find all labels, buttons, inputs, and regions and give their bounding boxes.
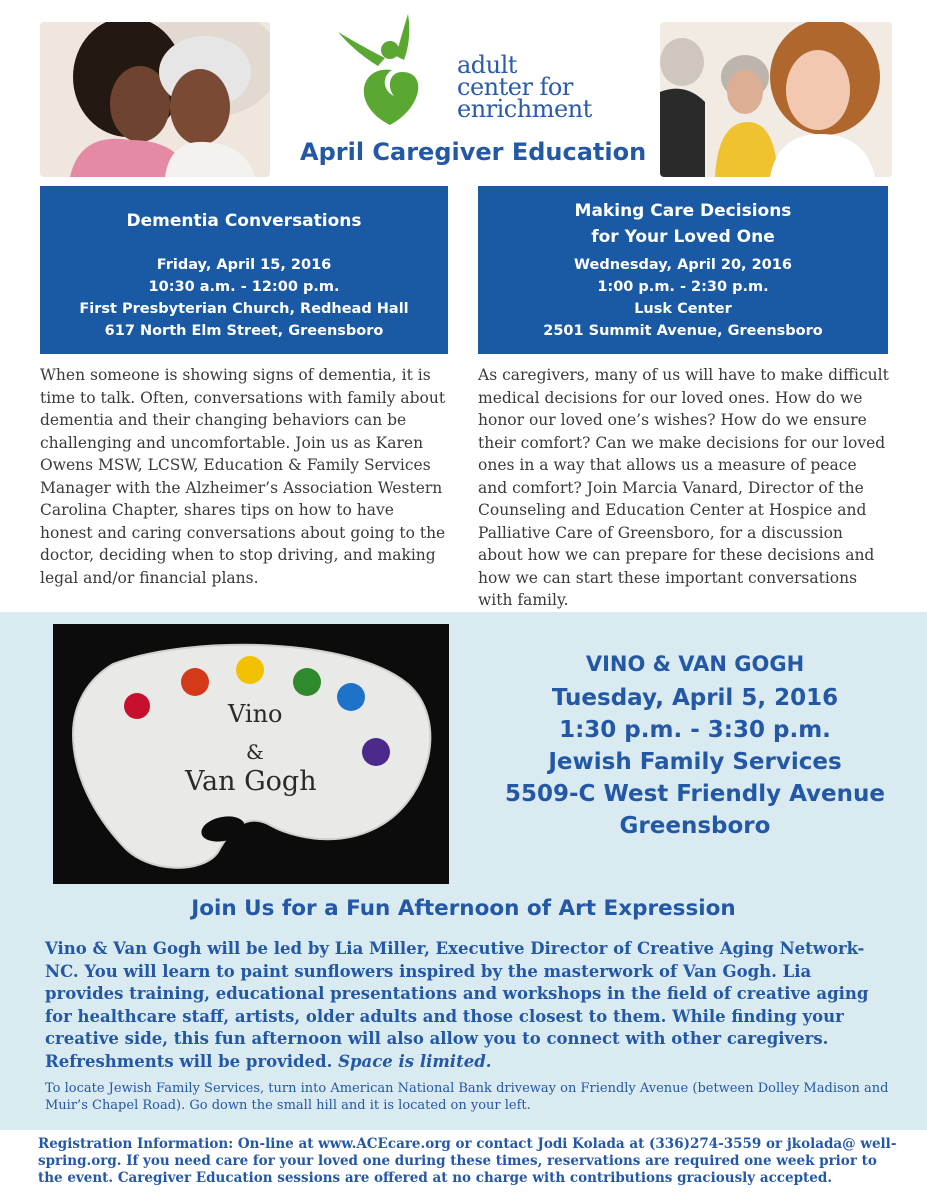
care-decisions-description: As caregivers, many of us will have to make difficult medical decisions for our loved ones. How do we honor our loved one’s wishes? How do we ensure their comfort? Can we make decisions for our loved ones in a way that allows us a measure of peace and comfort? Join Marcia Vanard, Director of the Counseling and Education Center at Hospice and Palliative Care of Greensboro, for a discussion about how we can prepare for these decisions and how we can start these important conversations with family. [478, 366, 889, 609]
space-limited-note: Space is limited. [338, 1051, 492, 1071]
vino-event-date: Tuesday, April 5, 2016 [551, 685, 839, 711]
art-line-vino: Vino [228, 700, 283, 728]
registration-info: Registration Information: On-line at www.ACEcare.org or contact Jodi Kolada at (336)274-3559 or jkolada@ well-spring.org. If you need care for your loved one during these times, reservations are required one week prior to the event. Caregiver Education sessions are offered at no charge with contributions graciously accepted. [38, 1136, 897, 1186]
event-right-time: 1:00 p.m. - 2:30 p.m. [597, 279, 769, 295]
logo-line-1: adult [457, 51, 517, 79]
join-us-heading: Join Us for a Fun Afternoon of Art Expression [191, 896, 736, 921]
red-paint-dot [124, 693, 150, 719]
caregivers-photo-right [660, 22, 892, 177]
vino-event-time: 1:30 p.m. - 3:30 p.m. [559, 717, 831, 743]
care-decisions-box [478, 186, 888, 354]
logo-wordmark [457, 51, 617, 123]
purple-paint-dot [362, 738, 390, 766]
vino-event-place: Jewish Family Services [548, 749, 842, 775]
vino-event-city: Greensboro [619, 813, 771, 839]
vino-description-text: Vino & Van Gogh will be led by Lia Miller, Executive Director of Creative Aging Network-NC. You will learn to paint sunflowers inspired by the masterwork of Van Gogh. Lia provides training, educational presentations and workshops in the field of creative aging for healthcare staff, artists, older adults and those closest to them. While finding your creative side, this fun afternoon will also allow you to connect with other caregivers. Refreshments will be provided. [45, 939, 869, 1071]
two-women-photo-illustration [40, 22, 270, 177]
event-left-title: Dementia Conversations [126, 211, 362, 231]
dementia-description: When someone is showing signs of dementia, it is time to talk. Often, conversations with family about dementia and their changing behaviors can be challenging and uncomfortable. Join us as Karen Owens MSW, LCSW, Education & Family Services Manager with the Alzheimer’s Association Western Carolina Chapter, shares tips on how to have honest and caring conversations about going to the doctor, deciding when to stop driving, and making legal and/or financial plans. [40, 366, 446, 587]
event-right-title-line2: for Your Loved One [591, 227, 775, 247]
vino-event-address: 5509-C West Friendly Avenue [505, 781, 885, 807]
event-left-address: 617 North Elm Street, Greensboro [104, 323, 384, 339]
three-women-photo-illustration [660, 22, 892, 177]
green-paint-dot [293, 668, 321, 696]
event-right-date: Wednesday, April 20, 2016 [574, 257, 792, 273]
orange-red-paint-dot [181, 668, 209, 696]
yellow-paint-dot [236, 656, 264, 684]
directions-note: To locate Jewish Family Services, turn into American National Bank driveway on Friendly Avenue (between Dolley Madison and Muir’s Chapel Road). Go down the small hill and it is located on your left. [45, 1081, 889, 1113]
dementia-conversations-box [40, 186, 448, 354]
palette-artwork [53, 624, 449, 884]
heart-figure-logo-icon [330, 10, 460, 140]
event-right-title-line1: Making Care Decisions [574, 201, 792, 221]
event-left-place: First Presbyterian Church, Redhead Hall [79, 301, 409, 317]
vino-description [45, 938, 895, 1073]
ace-logo [330, 10, 610, 140]
vino-event-title: VINO & VAN GOGH [585, 652, 805, 676]
art-line-ampersand: & [246, 740, 264, 764]
event-right-address: 2501 Summit Avenue, Greensboro [543, 323, 823, 339]
event-left-date: Friday, April 15, 2016 [156, 257, 332, 273]
caregivers-photo-left [40, 22, 270, 177]
event-left-time: 10:30 a.m. - 12:00 p.m. [148, 279, 340, 295]
logo-line-3: enrichment [457, 95, 592, 123]
blue-paint-dot [337, 683, 365, 711]
page-title: April Caregiver Education [300, 138, 647, 166]
art-line-van-gogh: Van Gogh [185, 766, 317, 797]
vino-event-details [470, 648, 920, 842]
logo-line-2: center for [457, 73, 573, 101]
event-right-place: Lusk Center [634, 301, 732, 317]
